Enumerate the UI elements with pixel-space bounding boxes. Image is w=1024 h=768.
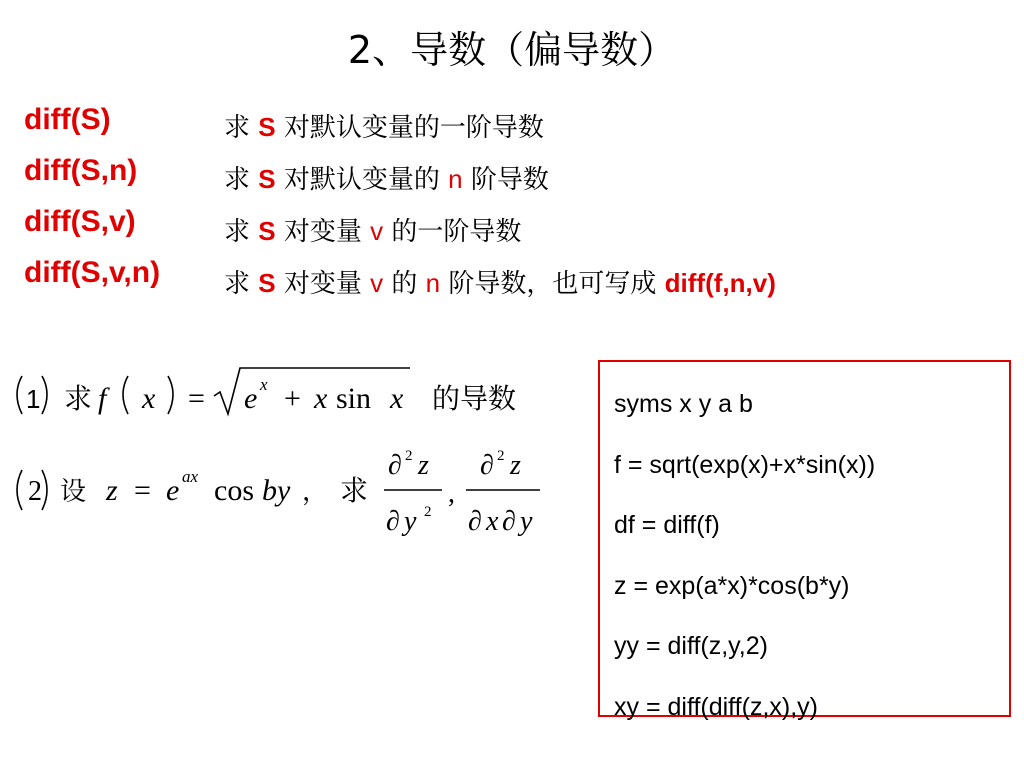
desc-order: n [448, 164, 463, 194]
command-list [24, 94, 160, 298]
desc-prefix: 求 [224, 113, 259, 143]
desc-prefix: 求 [224, 269, 259, 299]
desc-symbol: S [258, 268, 276, 298]
problem-number: 1 [26, 384, 41, 414]
order-2: 2 [424, 504, 432, 520]
code-line-z: z = exp(a*x)*cos(b*y) [614, 571, 850, 600]
code-line-syms: syms x y a b [614, 390, 753, 418]
plus-sign: + [284, 382, 301, 415]
variable-y: y [404, 506, 417, 537]
variable-y: y [520, 506, 533, 537]
desc-symbol: S [258, 112, 276, 142]
order-2: 2 [405, 448, 413, 464]
desc-suffix: 阶导数，也可写成 [440, 269, 665, 299]
command-diff-s-v-n: diff(S,v,n) [24, 256, 161, 289]
desc-variable: v [370, 216, 384, 246]
desc-text: 对变量 [275, 217, 371, 247]
description-3 [224, 206, 776, 258]
command-diff-s-n: diff(S,n) [24, 154, 138, 187]
math-problems [0, 350, 590, 560]
let-label: 设 [60, 477, 87, 507]
desc-text: 对默认变量的一阶导数 [275, 113, 544, 143]
order-2: 2 [497, 448, 505, 464]
code-box [598, 360, 1011, 721]
variable-z: z [510, 450, 521, 481]
argument-by: by [262, 474, 291, 507]
desc-alternative: diff(f,n,v) [664, 268, 776, 298]
problem-2 [17, 448, 540, 537]
desc-text: 对默认变量的 [275, 165, 449, 195]
code-line-xy: xy = diff(diff(z,x),y) [614, 692, 818, 721]
description-2 [224, 154, 776, 206]
exp-power: ax [182, 467, 199, 486]
ask-label: 求 [340, 474, 369, 507]
function-f: f [98, 382, 107, 415]
description-4 [224, 258, 776, 310]
desc-order: n [425, 268, 441, 298]
separator: ， [302, 477, 329, 507]
desc-text-2: 的一阶导数 [383, 217, 522, 247]
exp-power: x [260, 375, 268, 394]
cos-function: cos [214, 474, 254, 507]
partial-symbol: ∂ [480, 450, 494, 481]
comma: , [448, 478, 455, 509]
exp-base: e [166, 474, 180, 507]
code-line-df: df = diff(f) [614, 511, 720, 539]
code-line-yy: yy = diff(z,y,2) [614, 632, 768, 660]
command-diff-s-v: diff(S,v) [24, 205, 136, 238]
partial-symbol: ∂ [502, 506, 516, 537]
slide-title: 2、导数（偏导数） [347, 28, 677, 72]
left-paren [17, 376, 22, 414]
variable-x: x [314, 382, 328, 415]
command-diff-s: diff(S) [24, 103, 111, 136]
ask-label: 求 [64, 382, 93, 415]
left-paren [17, 470, 22, 510]
equals-sign: = [134, 474, 151, 507]
partial-symbol: ∂ [388, 450, 402, 481]
variable-x: x [142, 382, 156, 415]
desc-variable: v [370, 268, 384, 298]
problem-number: 2 [28, 476, 42, 507]
desc-suffix: 阶导数 [462, 165, 549, 195]
right-paren [168, 376, 173, 414]
sin-function: sin [336, 382, 372, 415]
right-paren [42, 470, 47, 510]
equals-sign: = [188, 382, 205, 415]
desc-symbol: S [258, 164, 276, 194]
right-paren [42, 376, 47, 414]
partial-symbol: ∂ [386, 506, 400, 537]
variable-z: z [418, 450, 429, 481]
exp-base: e [244, 382, 258, 415]
desc-symbol: S [258, 216, 276, 246]
desc-prefix: 求 [224, 217, 259, 247]
problem-suffix: 的导数 [432, 382, 517, 415]
code-line-f: f = sqrt(exp(x)+x*sin(x)) [614, 450, 876, 479]
partial-symbol: ∂ [468, 506, 482, 537]
variable-x: x [486, 506, 499, 537]
variable-z: z [106, 474, 118, 507]
description-list [224, 102, 776, 310]
desc-prefix: 求 [224, 165, 259, 195]
variable-x: x [390, 382, 404, 415]
description-1 [224, 102, 776, 154]
problem-1 [17, 368, 516, 415]
left-paren [123, 376, 128, 414]
desc-text-2: 的 [383, 269, 426, 299]
desc-text: 对变量 [275, 269, 371, 299]
